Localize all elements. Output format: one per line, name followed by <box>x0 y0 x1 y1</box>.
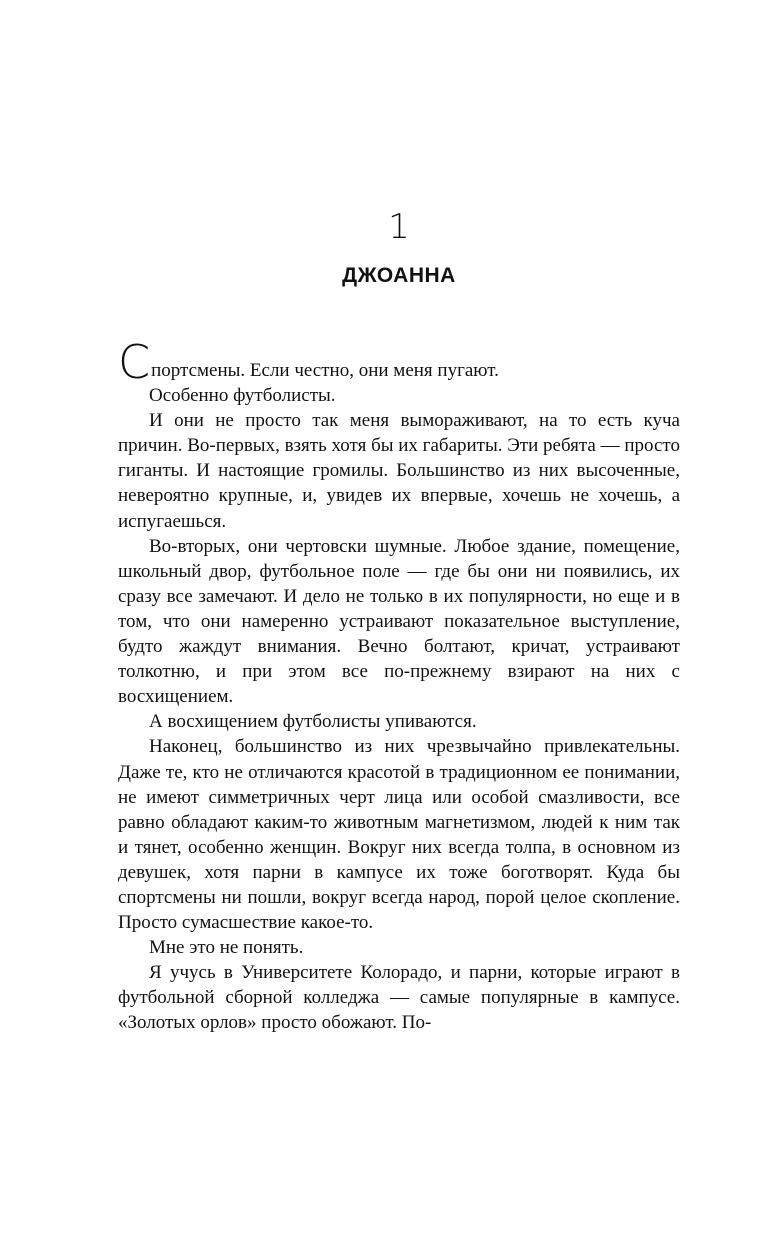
paragraph-3: И они не просто так меня вымораживают, на то есть куча причин. Во-первых, взять хотя бы их габариты. Эти ребята — просто гиганты. И настоящие громилы. Большинство из них высоченные, невероятно крупные, и, увидев их впервые, хочешь не хочешь, а испугаешься. <box>118 410 680 532</box>
paragraph-7: Мне это не понять. <box>149 937 304 959</box>
paragraph-1-text: портсмены. Если честно, они меня пугают. <box>151 360 499 381</box>
paragraph-4: Во-вторых, они чертовски шумные. Любое здание, помещение, школьный двор, футбольное поле — где бы они ни появились, их сразу все замечают. И дело не только в их популярности, но еще и в том, что они намеренно устраивают показательное выступление, будто жаждут внимания. Вечно болтают, кричат, устраивают толкотню, и при этом все по-прежнему взирают на них с восхищением. <box>118 535 680 708</box>
paragraph-1 <box>118 335 680 389</box>
paragraph-6: Наконец, большинство из них чрезвычайно привлекательны. Даже те, кто не отличаются красотой в традиционном ее понимании, не имеют симметричных черт лица или особой смазливости, все равно обладают каким-то животным магнетизмом, людей к ним так и тянет, особенно женщин. Вокруг них всегда толпа, в основном из девушек, хотя парни в кампусе их тоже боготворят. Куда бы спортсмены ни пошли, вокруг всегда народ, порой целое скопление. Просто сумасшествие какое-то. <box>118 736 680 934</box>
chapter-number: 1 <box>388 207 410 247</box>
chapter-title: ДЖОАННА <box>342 264 456 287</box>
paragraph-5: А восхищением футболисты упиваются. <box>149 711 477 733</box>
paragraph-8: Я учусь в Университете Колорадо, и парни, которые играют в футбольной сборной колледжа — самые популярные в кампусе. «Золотых орлов» просто обожают. По- <box>118 962 680 1034</box>
drop-cap: С <box>118 335 151 389</box>
chapter-body <box>118 335 680 1036</box>
paragraph-2: Особенно футболисты. <box>149 385 336 407</box>
